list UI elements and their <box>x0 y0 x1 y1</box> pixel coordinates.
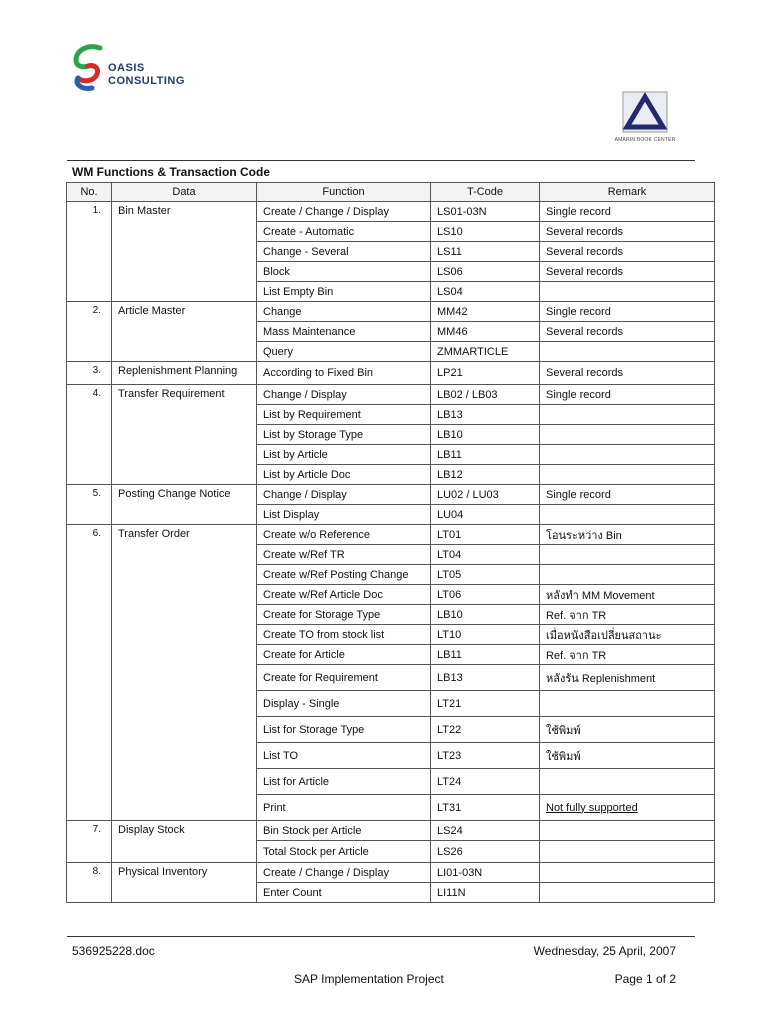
footer-rule <box>67 936 695 937</box>
header-rule <box>67 160 695 161</box>
tcode-cell: LB13 <box>431 665 540 691</box>
data-cell: Display Stock <box>112 821 257 863</box>
tcode-cell: LT01 <box>431 525 540 545</box>
tcode-cell: LT31 <box>431 795 540 821</box>
function-cell: Create - Automatic <box>257 222 431 242</box>
row-number: 1. <box>67 202 112 302</box>
function-cell: List for Storage Type <box>257 717 431 743</box>
function-cell: List by Requirement <box>257 405 431 425</box>
remark-cell: หลังทำ MM Movement <box>540 585 715 605</box>
remark-cell: Not fully supported <box>540 795 715 821</box>
table-row <box>67 525 715 545</box>
remark-cell <box>540 769 715 795</box>
function-cell: Display - Single <box>257 691 431 717</box>
function-cell: Total Stock per Article <box>257 841 431 863</box>
tcode-cell: LB10 <box>431 605 540 625</box>
data-cell: Transfer Order <box>112 525 257 821</box>
remark-cell <box>540 505 715 525</box>
tcode-cell: LI11N <box>431 883 540 903</box>
tcode-cell: LB02 / LB03 <box>431 385 540 405</box>
remark-cell: Several records <box>540 262 715 282</box>
table-row <box>67 485 715 505</box>
footer-filename: 536925228.doc <box>72 944 155 958</box>
function-cell: According to Fixed Bin <box>257 362 431 385</box>
function-cell: Create w/o Reference <box>257 525 431 545</box>
tcode-cell: LS04 <box>431 282 540 302</box>
remark-cell <box>540 545 715 565</box>
function-cell: Change / Display <box>257 485 431 505</box>
tcode-cell: LT21 <box>431 691 540 717</box>
remark-cell: โอนระหว่าง Bin <box>540 525 715 545</box>
remark-cell: Ref. จาก TR <box>540 645 715 665</box>
tcode-cell: LB11 <box>431 645 540 665</box>
data-cell: Bin Master <box>112 202 257 302</box>
table-row <box>67 302 715 322</box>
table-body <box>67 202 715 903</box>
remark-cell <box>540 691 715 717</box>
footer-project: SAP Implementation Project <box>294 972 444 986</box>
oasis-swirl-icon <box>70 42 110 94</box>
wm-functions-table <box>66 182 715 903</box>
function-cell: Change / Display <box>257 385 431 405</box>
remark-cell <box>540 282 715 302</box>
tcode-cell: LP21 <box>431 362 540 385</box>
column-header-tcode: T-Code <box>431 183 540 202</box>
tcode-cell: LT24 <box>431 769 540 795</box>
row-number: 5. <box>67 485 112 525</box>
remark-cell: Several records <box>540 362 715 385</box>
data-cell: Physical Inventory <box>112 863 257 903</box>
remark-cell <box>540 821 715 841</box>
row-number: 8. <box>67 863 112 903</box>
function-cell: List TO <box>257 743 431 769</box>
tcode-cell: LS26 <box>431 841 540 863</box>
row-number: 4. <box>67 385 112 485</box>
tcode-cell: LS01-03N <box>431 202 540 222</box>
function-cell: List by Article <box>257 445 431 465</box>
data-cell: Article Master <box>112 302 257 362</box>
tcode-cell: LB10 <box>431 425 540 445</box>
table-row <box>67 385 715 405</box>
row-number: 7. <box>67 821 112 863</box>
tcode-cell: LT22 <box>431 717 540 743</box>
tcode-cell: MM46 <box>431 322 540 342</box>
remark-cell: Single record <box>540 202 715 222</box>
amarin-book-center-logo <box>612 90 678 146</box>
function-cell: List Empty Bin <box>257 282 431 302</box>
function-cell: Create w/Ref Posting Change <box>257 565 431 585</box>
function-cell: List by Article Doc <box>257 465 431 485</box>
remark-cell <box>540 863 715 883</box>
column-header-no: No. <box>67 183 112 202</box>
column-header-remark: Remark <box>540 183 715 202</box>
tcode-cell: LS06 <box>431 262 540 282</box>
function-cell: Create for Storage Type <box>257 605 431 625</box>
row-number: 3. <box>67 362 112 385</box>
remark-cell <box>540 565 715 585</box>
remark-cell: Several records <box>540 222 715 242</box>
function-cell: Change <box>257 302 431 322</box>
data-cell: Replenishment Planning <box>112 362 257 385</box>
amarin-triangle-icon <box>612 90 678 136</box>
tcode-cell: MM42 <box>431 302 540 322</box>
remark-cell: Several records <box>540 242 715 262</box>
remark-cell: Single record <box>540 302 715 322</box>
tcode-cell: LT05 <box>431 565 540 585</box>
logo-line-1: OASIS <box>108 62 145 74</box>
function-cell: Create w/Ref TR <box>257 545 431 565</box>
tcode-cell: LS10 <box>431 222 540 242</box>
tcode-cell: LB13 <box>431 405 540 425</box>
data-cell: Transfer Requirement <box>112 385 257 485</box>
function-cell: Bin Stock per Article <box>257 821 431 841</box>
table-row <box>67 863 715 883</box>
remark-cell <box>540 465 715 485</box>
remark-cell <box>540 445 715 465</box>
remark-cell: Single record <box>540 485 715 505</box>
footer-date: Wednesday, 25 April, 2007 <box>533 944 676 958</box>
function-cell: List by Storage Type <box>257 425 431 445</box>
function-cell: Change - Several <box>257 242 431 262</box>
function-cell: Print <box>257 795 431 821</box>
oasis-consulting-logo <box>70 42 200 94</box>
function-cell: Create / Change / Display <box>257 863 431 883</box>
tcode-cell: LB11 <box>431 445 540 465</box>
tcode-cell: LT23 <box>431 743 540 769</box>
remark-cell: Ref. จาก TR <box>540 605 715 625</box>
tcode-cell: LU02 / LU03 <box>431 485 540 505</box>
tcode-cell: LB12 <box>431 465 540 485</box>
logo-line-2: CONSULTING <box>108 75 185 87</box>
tcode-cell: LI01-03N <box>431 863 540 883</box>
function-cell: Query <box>257 342 431 362</box>
function-cell: Create / Change / Display <box>257 202 431 222</box>
tcode-cell: LT06 <box>431 585 540 605</box>
data-cell: Posting Change Notice <box>112 485 257 525</box>
function-cell: Create for Requirement <box>257 665 431 691</box>
function-cell: List for Article <box>257 769 431 795</box>
table-header-row <box>67 183 715 202</box>
remark-cell: เมื่อหนังสือเปลี่ยนสถานะ <box>540 625 715 645</box>
column-header-function: Function <box>257 183 431 202</box>
publisher-caption: AMARIN BOOK CENTER <box>614 137 676 143</box>
tcode-cell: LT10 <box>431 625 540 645</box>
remark-cell: Single record <box>540 385 715 405</box>
tcode-cell: LT04 <box>431 545 540 565</box>
function-cell: Create w/Ref Article Doc <box>257 585 431 605</box>
row-number: 2. <box>67 302 112 362</box>
function-cell: Mass Maintenance <box>257 322 431 342</box>
function-cell: Create for Article <box>257 645 431 665</box>
tcode-cell: ZMMARTICLE <box>431 342 540 362</box>
document-title: WM Functions & Transaction Code <box>72 165 271 179</box>
remark-cell: ใช้พิมพ์ <box>540 717 715 743</box>
footer-page-number: Page 1 of 2 <box>614 972 676 986</box>
remark-cell <box>540 425 715 445</box>
function-cell: Block <box>257 262 431 282</box>
tcode-cell: LS24 <box>431 821 540 841</box>
row-number: 6. <box>67 525 112 821</box>
column-header-data: Data <box>112 183 257 202</box>
remark-cell: ใช้พิมพ์ <box>540 743 715 769</box>
remark-cell <box>540 342 715 362</box>
table-row <box>67 362 715 385</box>
remark-cell <box>540 883 715 903</box>
remark-cell: Several records <box>540 322 715 342</box>
remark-cell <box>540 405 715 425</box>
function-cell: Enter Count <box>257 883 431 903</box>
tcode-cell: LS11 <box>431 242 540 262</box>
function-cell: Create TO from stock list <box>257 625 431 645</box>
function-cell: List Display <box>257 505 431 525</box>
table-row <box>67 202 715 222</box>
tcode-cell: LU04 <box>431 505 540 525</box>
remark-cell: หลังรัน Replenishment <box>540 665 715 691</box>
remark-cell <box>540 841 715 863</box>
table-row <box>67 821 715 841</box>
